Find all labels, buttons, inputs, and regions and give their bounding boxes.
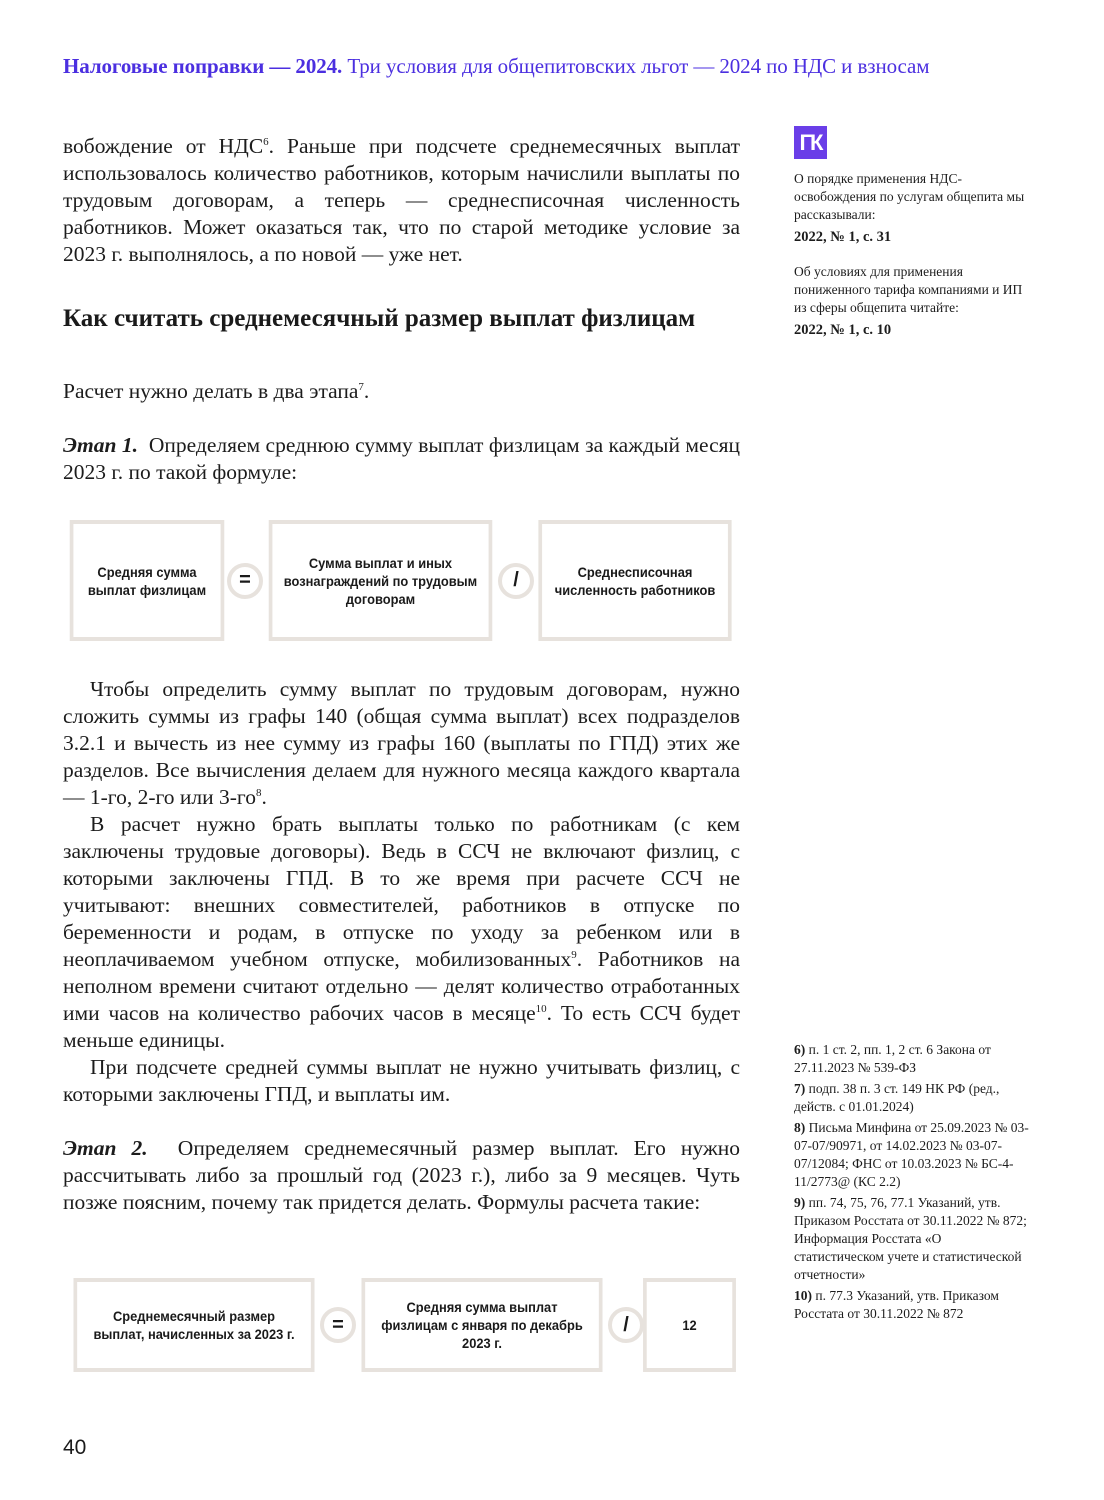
footnote-ref[interactable]: 10 [535,1002,547,1015]
footnote [794,1194,1034,1284]
footnote-number: 10) [794,1288,812,1303]
intro-text: вобождение от НДС [63,134,264,158]
header-title: Три условия для общепитовских льгот — 2024 по НДС и взносам [347,54,930,78]
stage-2 [63,1135,740,1216]
section-heading: Как считать среднемесячный размер выплат физлицам [63,305,696,332]
stage-2-text: Определяем среднемесячный размер выплат. Его нужно рассчитывать либо за прошлый год (2023 г.), либо за 9 месяцев. Чуть позже поясним, почему так придется делать. Формулы расчета такие: [63,1136,740,1214]
stage-1 [63,432,740,486]
stage-1-text: Определяем среднюю сумму выплат физлицам за каждый месяц 2023 г. по такой формуле: [63,433,741,484]
formula-1-right: Среднесписочная численность работников [538,520,731,641]
para-2-text-cont: . Работников на неполном времени считают отдельно — делят количество отработанных ими часов на количество рабочих часов в месяце [63,947,740,1025]
punct: . [261,785,267,809]
stage-1-label: Этап 1. [63,433,138,457]
running-header [63,54,929,79]
footnote-number: 6) [794,1042,806,1057]
formula-1-left: Средняя сумма выплат физлицам [70,520,225,641]
footnote [794,1287,1034,1323]
footnote [794,1119,1034,1191]
intro-paragraph [63,133,740,268]
footnote-number: 9) [794,1195,806,1210]
sidebar-ref-link[interactable]: 2022, № 1, с. 31 [794,229,892,245]
footnote-ref[interactable]: 9 [571,948,577,961]
sidebar-ref-text: Об условиях для применения пониженного тарифа компаниями и ИП из сферы общепита читайте: [794,264,1023,315]
header-section: Налоговые поправки — 2024. [63,54,343,78]
equals-sign: = [227,563,263,599]
footnote-text: подп. 38 п. 3 ст. 149 НК РФ (ред., действ. с 01.01.2024) [794,1081,1000,1114]
sidebar-ref-1 [794,170,1034,246]
formula-2-right: 12 [643,1278,736,1372]
calc-intro-text: Расчет нужно делать в два этапа [63,379,359,403]
para-2-text-end: . То есть ССЧ будет меньше единицы. [63,1001,740,1052]
paragraph-2 [63,811,740,1054]
footnote-ref[interactable]: 7 [358,380,364,393]
formula-1-middle: Сумма выплат и иных вознаграждений по трудовым договорам [269,520,493,641]
intro-text-cont: . Раньше при подсчете среднемесячных выплат использовалось количество работников, которым начислили выплаты по трудовым договорам, а теперь — среднесписочная численность работников. Может оказаться так, что по старой методике условие за 2023 г. выполнялось, а по новой — уже нет. [63,134,740,266]
footnote-text: пп. 74, 75, 76, 77.1 Указаний, утв. Приказом Росстата от 30.11.2022 № 872; Информация Росстата «О статистическом учете и статистической отчетности» [794,1195,1027,1282]
paragraph-3: При подсчете средней суммы выплат не нужно учитывать физлиц, с которыми заключены ГПД, и выплаты им. [63,1055,740,1106]
formula-1 [63,520,740,641]
magazine-logo-icon: ГК [794,126,827,159]
footnote-ref[interactable]: 6 [263,135,269,148]
equals-sign: = [320,1307,356,1343]
footnotes [794,1041,1034,1326]
formula-2-left: Среднемесячный размер выплат, начисленных за 2023 г. [73,1278,314,1372]
para-2-text: В расчет нужно брать выплаты только по работникам (с кем заключены трудовые договоры). Ведь в ССЧ не включают физлиц, с которыми заключены ГПД. В то же время при расчете ССЧ не учитывают: внешних совместителей, работников в отпуске по беременности и родам, в отпуске по уходу за ребенком или в неоплачиваемом учебном отпуске, мобилизованных [63,812,740,971]
footnote-number: 8) [794,1120,806,1135]
footnote-text: п. 77.3 Указаний, утв. Приказом Росстата от 30.11.2022 № 872 [794,1288,999,1321]
footnote [794,1080,1034,1116]
formula-2-middle: Средняя сумма выплат физлицам с января по декабрь 2023 г. [361,1278,602,1372]
sidebar-ref-2 [794,263,1034,339]
stage-2-label: Этап 2. [63,1136,148,1160]
footnote-ref[interactable]: 8 [255,786,262,799]
footnote-text: п. 1 ст. 2, пп. 1, 2 ст. 6 Закона от 27.11.2023 № 539-ФЗ [794,1042,991,1075]
punct: . [363,379,370,403]
footnote-number: 7) [794,1081,806,1096]
sidebar-ref-text: О порядке применения НДС-освобождения по услугам общепита мы рассказывали: [794,171,1025,222]
footnote-text: Письма Минфина от 25.09.2023 № 03-07-07/90971, от 14.02.2023 № 03-07-07/12084; ФНС от 10.03.2023 № БС-4-11/2773@ (КС 2.2) [794,1120,1029,1189]
footnote [794,1041,1034,1077]
formula-2 [63,1278,740,1372]
sidebar-ref-link[interactable]: 2022, № 1, с. 10 [794,322,892,338]
page-number: 40 [63,1436,87,1459]
calc-intro [63,378,740,405]
paragraph-1 [63,676,740,1108]
divide-sign: / [498,563,534,599]
para-1-text: Чтобы определить сумму выплат по трудовым договорам, нужно сложить суммы из графы 140 (общая сумма выплат) всех подразделов 3.2.1 и вычесть из нее сумму из графы 160 (выплаты по ГПД) этих же разделов. Все вычисления делаем для нужного месяца каждого квартала — 1-го, 2-го или 3-го [63,677,740,809]
divide-sign: / [608,1307,644,1343]
